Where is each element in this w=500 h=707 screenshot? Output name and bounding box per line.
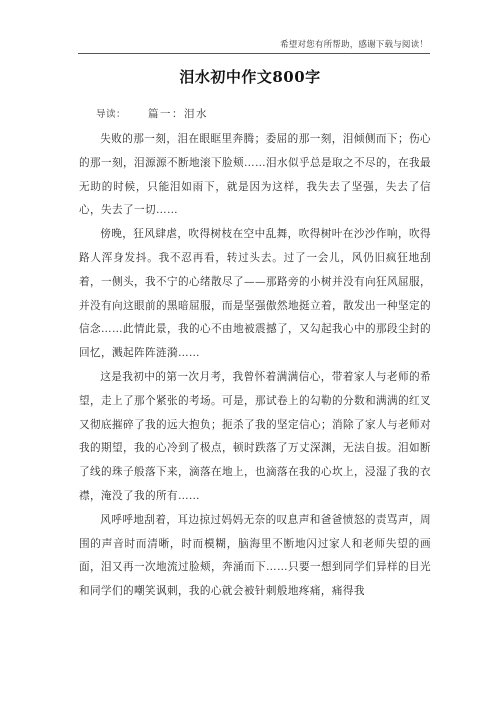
intro-row [96, 106, 208, 124]
document-body [79, 128, 431, 604]
paragraph-2: 傍晚，狂风肆虐，吹得树枝在空中乱舞，吹得树叶在沙沙作响，吹得路人浑身发抖。我不忍再看，转过头去。过了一会儿，风仍旧疯狂地刮着，一侧头，我不宁的心绪散尽了——那路旁的小树并没有向狂风屈服，并没有向这眼前的黑暗屈服，而是坚强傲然地挺立着，散发出一种坚定的信念……此情此景，我的心不由地被震撼了，又勾起我心中的那段尘封的回忆，溅起阵阵涟漪…… [79, 228, 431, 360]
document-title: 泪水初中作文800字 [179, 68, 321, 86]
header-note: 希望对您有所帮助，感谢下载与阅读！ [280, 40, 428, 50]
section-label: 篇一：泪水 [148, 108, 209, 120]
header-divider [78, 53, 430, 54]
paragraph-3: 这是我初中的第一次月考，我曾怀着满满信心，带着家人与老师的希望，走上了那个紧张的考场。可是，那试卷上的勾勒的分数和满满的红叉又彻底摧碎了我的远大抱负；扼杀了我的坚定信心；消除了家人与老师对我的期望，我的心冷到了极点，顿时跌落了万丈深渊，无法自拔。泪如断了线的珠子般落下来，滴落在地上，也滴落在我的心坎上，浸湿了我的衣襟，淹没了我的所有…… [79, 370, 431, 502]
intro-label: 导读： [96, 109, 127, 120]
paragraph-1: 失败的那一刻，泪在眼眶里奔腾；委屈的那一刻，泪倾侧而下；伤心的那一刻，泪源源不断地滚下脸颊……泪水似乎总是取之不尽的，在我最无助的时候，只能泪如雨下，就是因为这样，我失去了坚强，失去了信心，失去了一切…… [79, 133, 431, 217]
paragraph-4: 风呼呼地刮着，耳边掠过妈妈无奈的叹息声和爸爸愤怒的责骂声，周围的声音时而清晰，时而模糊，脑海里不断地闪过家人和老师失望的画面，泪又再一次地流过脸颊，奔涌而下……只要一想到同学们异样的目光和同学们的嘲笑讽刺，我的心就会被针刺般地疼痛，痛得我 [79, 513, 431, 598]
